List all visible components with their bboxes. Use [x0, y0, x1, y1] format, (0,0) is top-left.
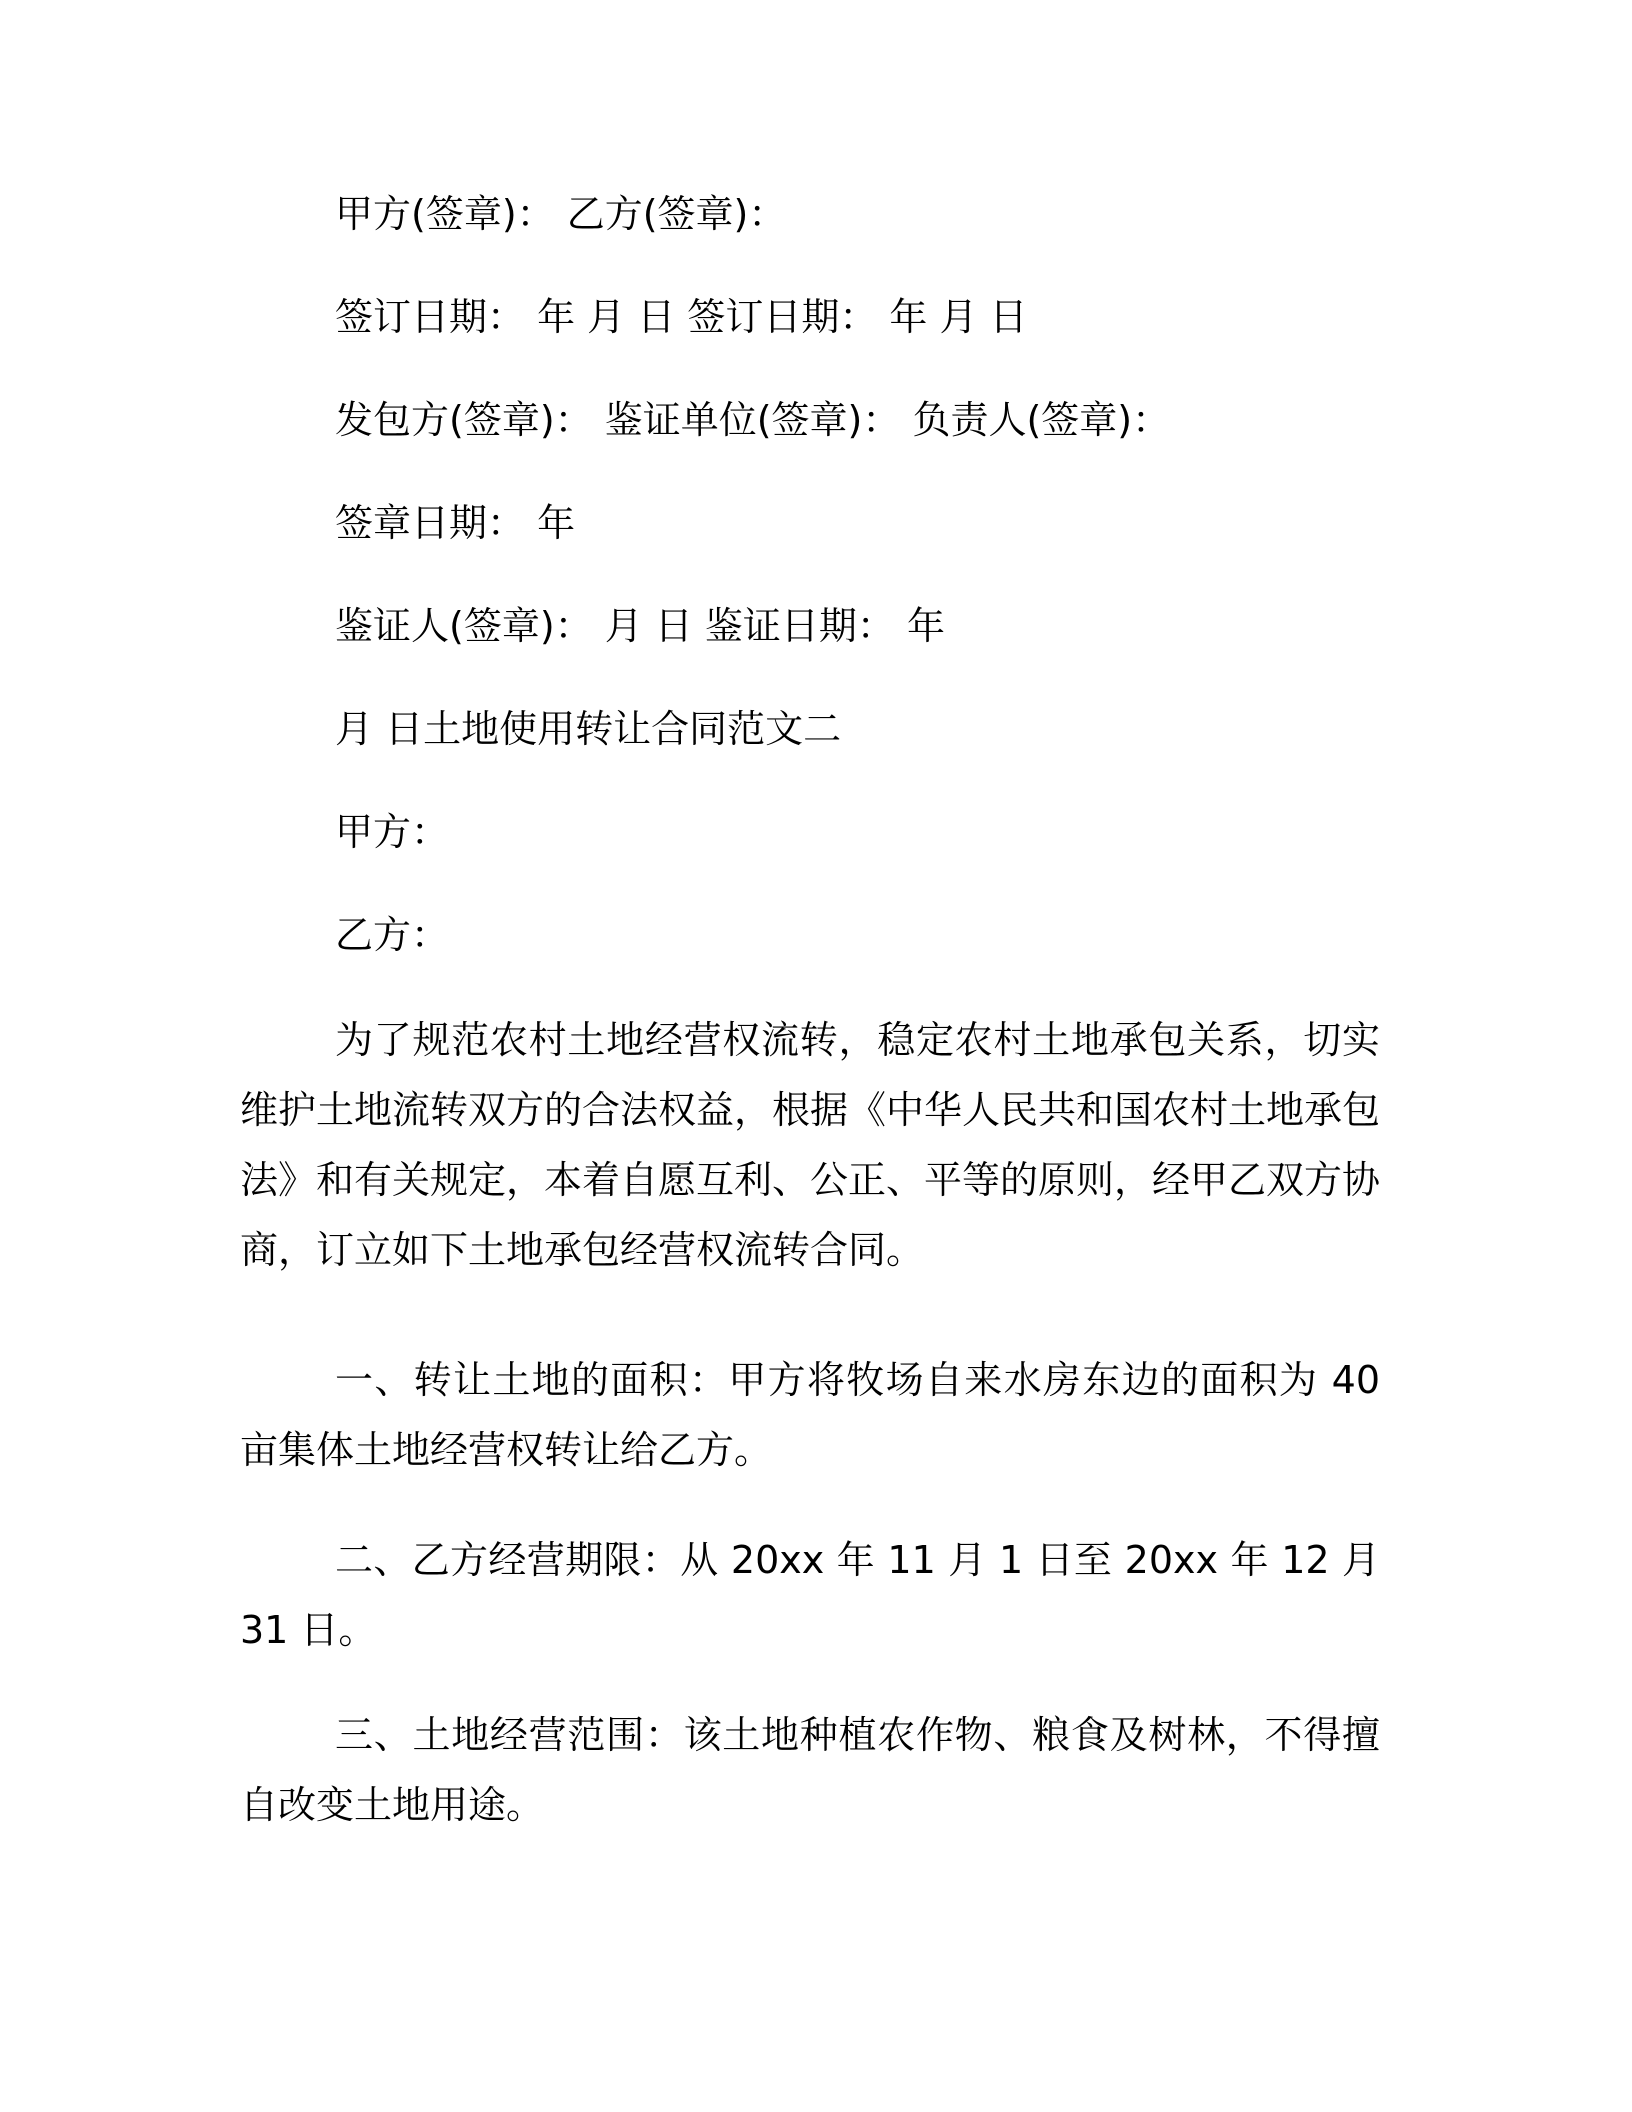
- clause-2-paragraph: 二、乙方经营期限：从 20xx 年 11 月 1 日至 20xx 年 12 月 31 日。: [240, 1538, 1380, 1652]
- signature-line-sign-date: 签订日期： 年 月 日 签订日期： 年 月 日: [335, 295, 1028, 339]
- party-b-label: 乙方：: [335, 913, 450, 957]
- intro-paragraph: 为了规范农村土地经营权流转，稳定农村土地承包关系，切实维护土地流转双方的合法权益，根据《中华人民共和国农村土地承包法》和有关规定，本着自愿互利、公正、平等的原则，经甲乙双方协商，订立如下土地承包经营权流转合同。: [240, 1018, 1381, 1272]
- party-a-label: 甲方：: [335, 810, 450, 854]
- signature-line-parties: 甲方(签章)： 乙方(签章)：: [335, 192, 787, 236]
- document-heading-line: 月 日土地使用转让合同范文二: [335, 707, 842, 751]
- clause-1-paragraph: 一、转让土地的面积：甲方将牧场自来水房东边的面积为 40 亩集体土地经营权转让给乙方。: [240, 1358, 1380, 1472]
- signature-line-verifier: 鉴证人(签章)： 月 日 鉴证日期： 年: [335, 604, 945, 648]
- clause-3-paragraph: 三、土地经营范围：该土地种植农作物、粮食及树林，不得擅自改变土地用途。: [240, 1713, 1380, 1827]
- signature-line-stamp-date: 签章日期： 年: [335, 501, 576, 545]
- signature-line-issuer: 发包方(签章)： 鉴证单位(签章)： 负责人(签章)：: [335, 398, 1171, 442]
